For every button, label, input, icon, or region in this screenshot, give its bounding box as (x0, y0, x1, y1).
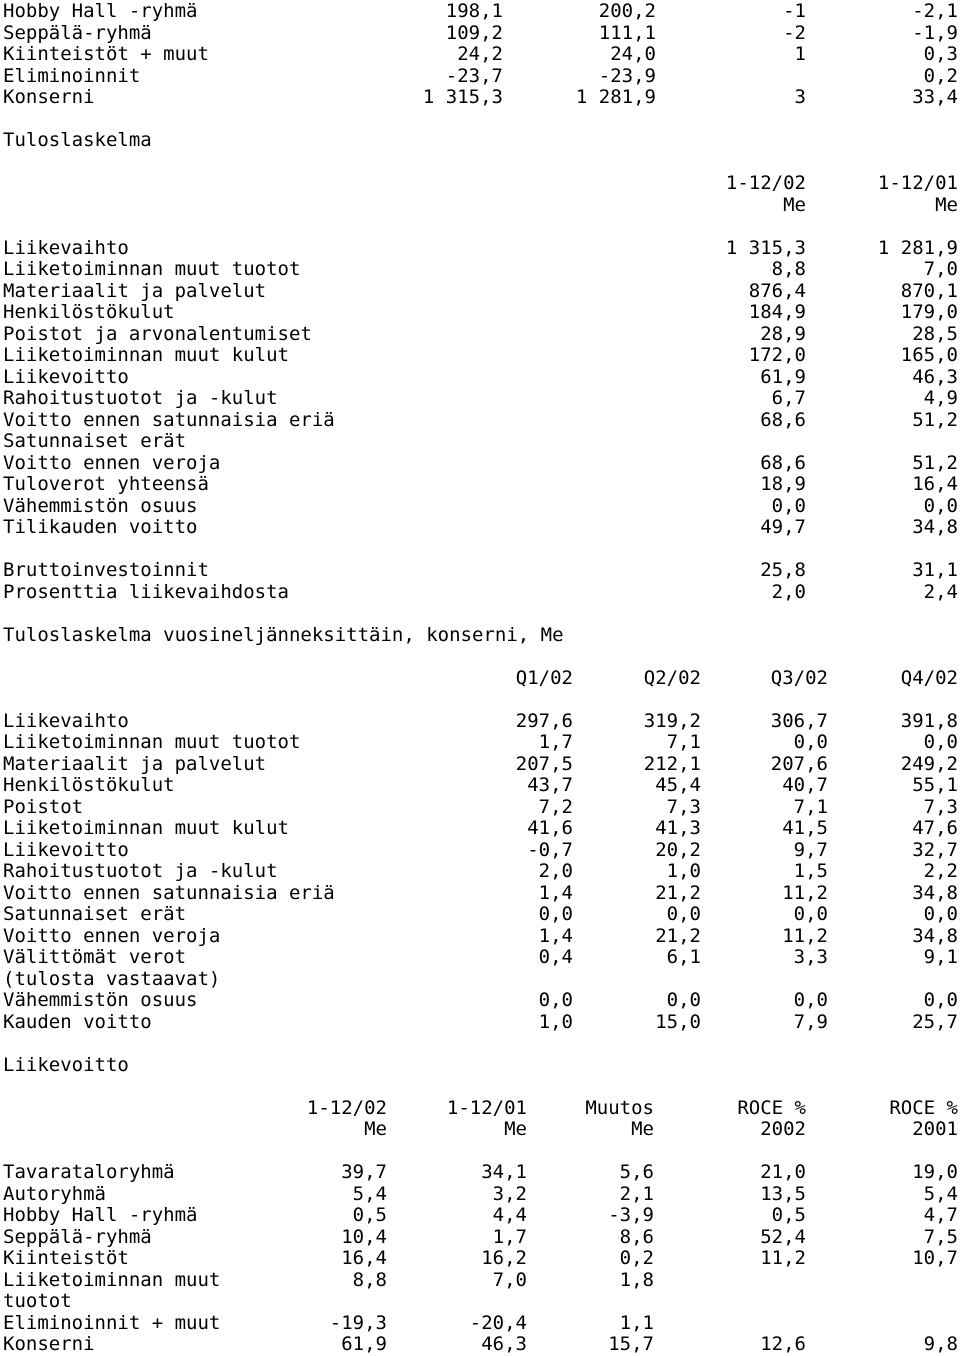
row-value: 0,2 (619, 1247, 654, 1269)
table-row (0, 345, 960, 367)
table-row (0, 1313, 960, 1335)
row-value: 1,0 (538, 1010, 573, 1033)
row-value: 15,0 (655, 1010, 701, 1033)
row-value: 34,8 (912, 516, 958, 538)
row-label: Materiaalit ja palvelut (3, 279, 267, 302)
row-value: 0,0 (923, 989, 958, 1011)
row-value: 21,2 (655, 881, 701, 904)
row-value: 20,2 (655, 838, 701, 861)
table-row (0, 453, 960, 475)
table-row (0, 969, 960, 991)
row-value: 2,0 (771, 580, 806, 603)
row-value: 297,6 (515, 709, 573, 732)
row-value: -1 (783, 0, 806, 22)
column-header-row (0, 173, 960, 195)
row-value: 5,6 (619, 1161, 654, 1183)
table-row (0, 238, 960, 260)
row-value: 4,9 (923, 387, 958, 409)
row-value: 46,3 (912, 365, 958, 388)
table-row (0, 66, 960, 88)
table-row (0, 754, 960, 776)
row-value: 28,9 (760, 322, 806, 345)
row-value: 1 315,3 (422, 86, 503, 108)
row-value: 4,4 (492, 1204, 527, 1226)
column-header: Me (631, 1118, 654, 1140)
table-row (0, 87, 960, 109)
table-row (0, 582, 960, 604)
row-label: Liikevaihto (3, 236, 129, 259)
row-label: Liiketoiminnan muut kulut (3, 817, 289, 839)
row-value: 11,2 (782, 924, 828, 947)
row-value: 8,6 (619, 1225, 654, 1248)
row-value: 111,1 (598, 21, 656, 44)
row-value: 49,7 (760, 516, 806, 538)
row-value: 1,4 (538, 881, 573, 904)
row-value: 34,8 (912, 881, 958, 904)
row-value: 0,0 (923, 903, 958, 925)
table-row (0, 904, 960, 926)
row-value: 40,7 (782, 774, 828, 796)
row-value: -20,4 (469, 1311, 527, 1334)
row-value: 0,2 (923, 64, 958, 87)
row-label: Satunnaiset erät (3, 430, 187, 452)
row-label: Henkilöstökulut (3, 301, 175, 323)
row-value: 7,2 (538, 795, 573, 818)
row-label: tuotot (3, 1290, 72, 1312)
table-row (0, 883, 960, 905)
table-row (0, 947, 960, 969)
row-value: -1,9 (912, 21, 958, 44)
row-value: 1,8 (619, 1268, 654, 1291)
row-value: 0,4 (538, 946, 573, 968)
section-title (0, 625, 960, 647)
row-value: 8,8 (352, 1268, 387, 1291)
row-value: 7,1 (793, 795, 828, 818)
row-value: -2 (783, 21, 806, 44)
row-label: Eliminoinnit (3, 64, 141, 87)
row-value: 52,4 (760, 1225, 806, 1248)
row-value: 0,0 (793, 989, 828, 1011)
table-row (0, 324, 960, 346)
column-header: 2002 (760, 1118, 806, 1140)
row-label: (tulosta vastaavat) (3, 967, 221, 990)
row-value: 200,2 (598, 0, 656, 22)
row-label: Kiinteistöt + muut (3, 43, 209, 65)
row-value: 1,7 (538, 731, 573, 753)
row-value: 0,0 (923, 494, 958, 517)
row-value: -0,7 (527, 838, 573, 861)
row-value: 1,4 (538, 924, 573, 947)
row-value: 45,4 (655, 774, 701, 796)
row-value: 43,7 (527, 774, 573, 796)
row-value: 68,6 (760, 408, 806, 431)
row-value: 1,7 (492, 1225, 527, 1248)
row-value: 7,3 (666, 795, 701, 818)
row-value: 2,4 (923, 580, 958, 603)
row-value: 109,2 (445, 21, 503, 44)
row-value: 1,5 (793, 860, 828, 882)
operating-profit-title: Liikevoitto (3, 1053, 129, 1076)
row-value: 31,1 (912, 559, 958, 581)
row-value: 0,0 (793, 903, 828, 925)
row-value: 33,4 (912, 86, 958, 108)
row-value: 61,9 (760, 365, 806, 388)
row-value: 12,6 (760, 1333, 806, 1355)
table-row (0, 410, 960, 432)
row-value: 7,0 (923, 258, 958, 280)
row-value: 41,6 (527, 817, 573, 839)
row-value: 870,1 (900, 279, 958, 302)
column-header-row (0, 668, 960, 690)
row-value: 2,0 (538, 860, 573, 882)
row-value: 24,0 (610, 43, 656, 65)
row-value: 7,1 (666, 731, 701, 753)
column-header: Muutos (585, 1096, 654, 1119)
row-value: 15,7 (608, 1333, 654, 1355)
row-value: 21,0 (760, 1161, 806, 1183)
row-label: Tavarataloryhmä (3, 1161, 175, 1183)
table-row (0, 990, 960, 1012)
column-header: 1-12/02 (725, 172, 806, 194)
row-value: 19,0 (912, 1161, 958, 1183)
row-label: Seppälä-ryhmä (3, 21, 152, 44)
table-row (0, 1184, 960, 1206)
row-label: Autoryhmä (3, 1182, 106, 1205)
table-row (0, 1227, 960, 1249)
row-value: 5,4 (352, 1182, 387, 1205)
row-value: 8,8 (771, 258, 806, 280)
row-value: 32,7 (912, 838, 958, 861)
row-label: Liikevoitto (3, 838, 129, 861)
row-label: Voitto ennen veroja (3, 451, 221, 474)
row-value: 0,0 (923, 731, 958, 753)
row-value: 306,7 (770, 709, 828, 732)
column-header: 1-12/01 (446, 1096, 527, 1119)
row-value: 0,0 (538, 989, 573, 1011)
row-label: Rahoitustuotot ja -kulut (3, 860, 278, 882)
row-value: 1 281,9 (575, 86, 656, 108)
row-value: 1 281,9 (877, 236, 958, 259)
row-value: 165,0 (900, 344, 958, 366)
row-label: Prosenttia liikevaihdosta (3, 580, 289, 603)
row-value: 6,1 (666, 946, 701, 968)
row-label: Poistot (3, 795, 84, 818)
row-label: Liiketoiminnan muut (3, 1268, 221, 1291)
row-value: 1,1 (619, 1311, 654, 1334)
row-value: 9,8 (923, 1333, 958, 1355)
row-value: 391,8 (900, 709, 958, 732)
row-value: 1,0 (666, 860, 701, 882)
row-value: -19,3 (329, 1311, 387, 1334)
row-label: Voitto ennen satunnaisia eriä (3, 881, 335, 904)
row-value: 34,1 (481, 1161, 527, 1183)
row-label: Henkilöstökulut (3, 774, 175, 796)
row-value: 18,9 (760, 473, 806, 495)
row-value: 184,9 (748, 301, 806, 323)
row-label: Satunnaiset erät (3, 903, 187, 925)
table-row (0, 711, 960, 733)
row-label: Seppälä-ryhmä (3, 1225, 152, 1248)
row-value: 0,3 (923, 43, 958, 65)
row-value: 41,5 (782, 817, 828, 839)
table-row (0, 1270, 960, 1292)
row-value: 51,2 (912, 408, 958, 431)
table-row (0, 23, 960, 45)
column-header: 1-12/01 (877, 172, 958, 194)
row-label: Eliminoinnit + muut (3, 1311, 221, 1334)
column-header: Q4/02 (900, 666, 958, 689)
row-label: Tilikauden voitto (3, 516, 198, 538)
row-value: 68,6 (760, 451, 806, 474)
row-label: Liiketoiminnan muut tuotot (3, 731, 301, 753)
row-value: 249,2 (900, 752, 958, 775)
quarterly-title: Tuloslaskelma vuosineljänneksittäin, konserni, Me (3, 623, 564, 646)
row-value: 6,7 (771, 387, 806, 409)
column-header: Me (935, 193, 958, 216)
row-value: 3 (794, 86, 806, 108)
column-header: Q1/02 (515, 666, 573, 689)
row-value: 2,1 (619, 1182, 654, 1205)
row-value: 0,5 (771, 1204, 806, 1226)
row-value: 13,5 (760, 1182, 806, 1205)
row-value: 9,7 (793, 838, 828, 861)
row-value: -23,9 (598, 64, 656, 87)
row-value: 319,2 (643, 709, 701, 732)
table-row (0, 1205, 960, 1227)
table-row (0, 1291, 960, 1313)
column-header: Q3/02 (770, 666, 828, 689)
row-value: 24,2 (457, 43, 503, 65)
row-value: 2,2 (923, 860, 958, 882)
row-value: 5,4 (923, 1182, 958, 1205)
row-value: -23,7 (445, 64, 503, 87)
table-row (0, 775, 960, 797)
row-value: 25,8 (760, 559, 806, 581)
row-value: 16,4 (341, 1247, 387, 1269)
table-row (0, 259, 960, 281)
row-label: Kiinteistöt (3, 1247, 129, 1269)
row-value: 3,2 (492, 1182, 527, 1205)
table-row (0, 797, 960, 819)
section-title (0, 130, 960, 152)
row-value: 0,0 (793, 731, 828, 753)
row-value: 16,2 (481, 1247, 527, 1269)
table-row (0, 431, 960, 453)
row-value: 212,1 (643, 752, 701, 775)
column-header-row (0, 1119, 960, 1141)
table-row (0, 560, 960, 582)
row-value: 21,2 (655, 924, 701, 947)
column-header: Me (364, 1118, 387, 1140)
row-label: Konserni (3, 1333, 95, 1355)
table-row (0, 732, 960, 754)
row-value: -2,1 (912, 0, 958, 22)
row-label: Liiketoiminnan muut tuotot (3, 258, 301, 280)
row-value: 16,4 (912, 473, 958, 495)
table-row (0, 818, 960, 840)
row-label: Liikevoitto (3, 365, 129, 388)
table-row (0, 496, 960, 518)
table-row (0, 388, 960, 410)
row-value: 0,0 (666, 989, 701, 1011)
row-label: Hobby Hall -ryhmä (3, 1204, 198, 1226)
table-row (0, 1, 960, 23)
row-value: 39,7 (341, 1161, 387, 1183)
table-row (0, 302, 960, 324)
row-value: 51,2 (912, 451, 958, 474)
row-value: 172,0 (748, 344, 806, 366)
row-value: 4,7 (923, 1204, 958, 1226)
row-label: Voitto ennen satunnaisia eriä (3, 408, 335, 431)
row-label: Materiaalit ja palvelut (3, 752, 267, 775)
table-row (0, 517, 960, 539)
row-value: 41,3 (655, 817, 701, 839)
column-header-row (0, 1098, 960, 1120)
row-value: 7,9 (793, 1010, 828, 1033)
row-value: 34,8 (912, 924, 958, 947)
row-value: 1 (794, 43, 806, 65)
column-header-row (0, 195, 960, 217)
column-header: Me (783, 193, 806, 216)
table-row (0, 1162, 960, 1184)
row-value: 179,0 (900, 301, 958, 323)
row-value: 46,3 (481, 1333, 527, 1355)
row-label: Rahoitustuotot ja -kulut (3, 387, 278, 409)
row-value: 25,7 (912, 1010, 958, 1033)
row-value: 7,5 (923, 1225, 958, 1248)
row-value: 0,0 (538, 903, 573, 925)
row-value: 3,3 (793, 946, 828, 968)
row-value: 11,2 (782, 881, 828, 904)
row-value: 7,0 (492, 1268, 527, 1291)
row-value: 61,9 (341, 1333, 387, 1355)
row-label: Tuloverot yhteensä (3, 473, 209, 495)
row-value: 28,5 (912, 322, 958, 345)
table-row (0, 44, 960, 66)
row-value: 0,5 (352, 1204, 387, 1226)
table-row (0, 1012, 960, 1034)
column-header: ROCE % (889, 1096, 958, 1119)
row-label: Hobby Hall -ryhmä (3, 0, 198, 22)
row-label: Konserni (3, 86, 95, 108)
row-label: Vähemmistön osuus (3, 494, 198, 517)
row-value: 198,1 (445, 0, 503, 22)
table-row (0, 281, 960, 303)
row-value: 207,5 (515, 752, 573, 775)
row-value: 1 315,3 (725, 236, 806, 259)
row-label: Voitto ennen veroja (3, 924, 221, 947)
row-value: 876,4 (748, 279, 806, 302)
row-label: Liiketoiminnan muut kulut (3, 344, 289, 366)
row-value: 9,1 (923, 946, 958, 968)
row-value: 7,3 (923, 795, 958, 818)
section-title (0, 1055, 960, 1077)
row-label: Bruttoinvestoinnit (3, 559, 209, 581)
table-row (0, 1334, 960, 1356)
table-row (0, 1248, 960, 1270)
row-label: Kauden voitto (3, 1010, 152, 1033)
row-label: Liikevaihto (3, 709, 129, 732)
row-value: 47,6 (912, 817, 958, 839)
column-header: Q2/02 (643, 666, 701, 689)
row-label: Poistot ja arvonalentumiset (3, 322, 312, 345)
row-value: 10,4 (341, 1225, 387, 1248)
row-value: 207,6 (770, 752, 828, 775)
row-value: 11,2 (760, 1247, 806, 1269)
row-value: 0,0 (666, 903, 701, 925)
row-value: 10,7 (912, 1247, 958, 1269)
column-header: 2001 (912, 1118, 958, 1140)
table-row (0, 840, 960, 862)
column-header: 1-12/02 (306, 1096, 387, 1119)
row-value: 0,0 (771, 494, 806, 517)
table-row (0, 926, 960, 948)
row-label: Välittömät verot (3, 946, 187, 968)
column-header: Me (504, 1118, 527, 1140)
row-value: 55,1 (912, 774, 958, 796)
income-statement-title: Tuloslaskelma (3, 129, 152, 151)
row-label: Vähemmistön osuus (3, 989, 198, 1011)
row-value: -3,9 (608, 1204, 654, 1226)
table-row (0, 474, 960, 496)
column-header: ROCE % (737, 1096, 806, 1119)
table-row (0, 861, 960, 883)
table-row (0, 367, 960, 389)
